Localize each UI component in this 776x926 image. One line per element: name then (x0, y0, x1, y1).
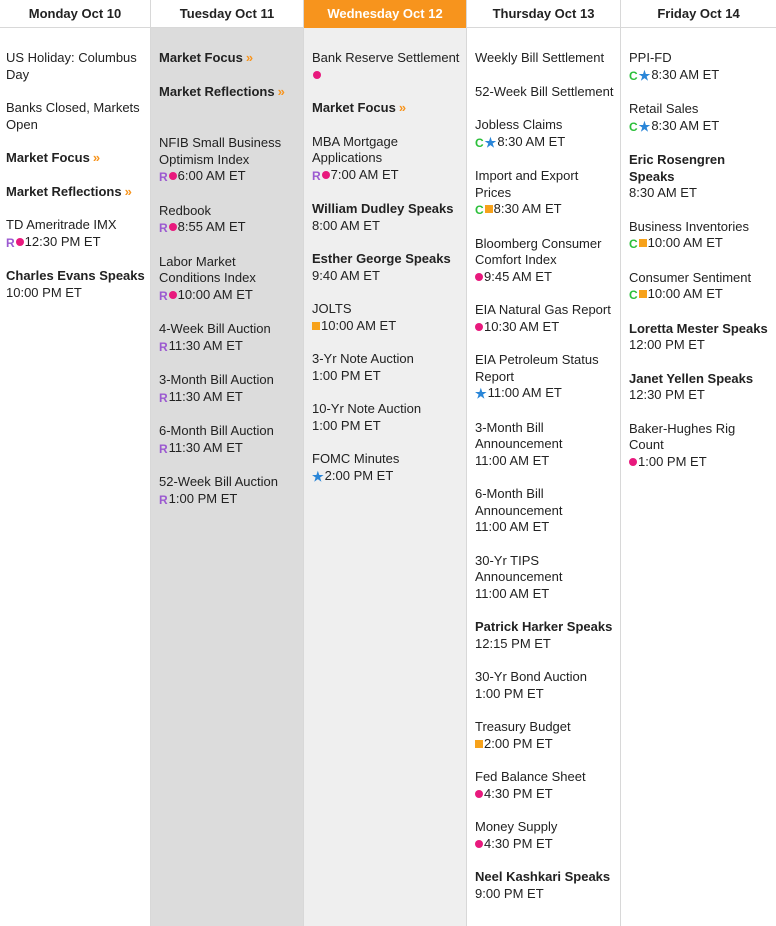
r-icon: R (159, 339, 168, 354)
day-header-thursday[interactable]: Thursday Oct 13 (467, 0, 620, 28)
event-item[interactable] (6, 217, 146, 251)
event-title: EIA Natural Gas Report (475, 302, 611, 317)
event-title: NFIB Small Business Optimism Index (159, 135, 282, 167)
day-header-monday[interactable]: Monday Oct 10 (0, 0, 150, 28)
event-title: Neel Kashkari Speaks (475, 869, 611, 884)
event-title: EIA Petroleum Status Report (475, 352, 599, 384)
event-item[interactable] (475, 168, 616, 219)
event-title: PPI-FD (629, 50, 672, 65)
event-item[interactable] (312, 301, 462, 334)
day-column-friday (621, 0, 776, 926)
event-time: 1:00 PM ET (168, 490, 238, 506)
dot-icon (475, 840, 483, 848)
event-title: 52-Week Bill Auction (159, 474, 278, 489)
dot-icon (169, 223, 177, 231)
event-time: 12:30 PM ET (24, 233, 101, 249)
event-time: 8:30 AM ET (497, 133, 566, 149)
dot-icon (475, 323, 483, 331)
event-item[interactable] (475, 669, 616, 702)
event-title: Market Focus (312, 100, 396, 115)
event-time: 8:30 AM ET (629, 185, 697, 200)
event-item[interactable] (475, 236, 616, 286)
event-title: TD Ameritrade IMX (6, 217, 117, 232)
event-item[interactable] (312, 401, 462, 434)
event-title: 3-Yr Note Auction (312, 351, 414, 366)
event-item[interactable] (629, 219, 772, 253)
event-item[interactable] (159, 474, 299, 508)
event-title: US Holiday: Columbus Day (6, 50, 137, 82)
event-title: Charles Evans Speaks (6, 268, 145, 283)
star-icon: ★ (638, 118, 651, 134)
event-time: 9:40 AM ET (312, 267, 380, 283)
c-icon: C (475, 203, 484, 217)
c-icon: C (475, 135, 484, 150)
star-icon: ★ (484, 134, 497, 150)
event-title: 4-Week Bill Auction (159, 321, 271, 336)
event-title: Business Inventories (629, 218, 749, 234)
event-time: 6:00 AM ET (177, 168, 246, 183)
event-title: Redbook (159, 202, 212, 218)
event-item[interactable] (629, 101, 772, 135)
event-item[interactable] (629, 270, 772, 304)
event-title: 6-Month Bill Announcement (475, 486, 563, 518)
chevron-right-icon: » (92, 150, 101, 165)
r-icon: R (159, 441, 168, 456)
event-item[interactable] (312, 134, 462, 185)
event-title: Weekly Bill Settlement (475, 50, 605, 65)
event-title: 6-Month Bill Auction (159, 423, 274, 438)
event-time: 10:30 AM ET (484, 318, 560, 334)
dot-icon (322, 171, 330, 179)
event-title: Banks Closed, Markets Open (6, 100, 140, 132)
day-column-tuesday (151, 0, 304, 926)
event-item[interactable] (159, 254, 299, 305)
event-title: William Dudley Speaks (312, 201, 454, 216)
market-focus-link[interactable] (159, 50, 299, 67)
event-time: 11:30 AM ET (168, 337, 243, 353)
r-icon: R (159, 288, 168, 303)
r-icon: R (159, 221, 168, 235)
dot-icon (16, 238, 24, 246)
event-title: JOLTS (312, 301, 352, 316)
dot-icon (169, 172, 177, 180)
event-time: 11:00 AM ET (475, 519, 550, 534)
event-item[interactable] (629, 152, 772, 202)
event-time: 7:00 AM ET (330, 166, 399, 182)
event-item[interactable] (475, 486, 616, 536)
event-title: FOMC Minutes (312, 451, 400, 466)
event-item[interactable] (475, 50, 616, 67)
star-icon: ★ (475, 386, 487, 401)
dot-icon (475, 790, 483, 798)
r-icon: R (6, 235, 15, 250)
event-item[interactable] (629, 50, 772, 84)
chevron-right-icon: » (245, 50, 254, 65)
market-focus-link[interactable] (312, 100, 462, 117)
day-column-monday (0, 0, 151, 926)
day-header-friday[interactable]: Friday Oct 14 (621, 0, 776, 28)
c-icon: C (629, 288, 638, 302)
event-item (6, 50, 146, 83)
market-focus-link[interactable] (6, 150, 146, 167)
day-header-wednesday[interactable]: Wednesday Oct 12 (304, 0, 466, 28)
event-time: 11:00 AM ET (475, 585, 550, 601)
event-item[interactable] (159, 135, 299, 186)
c-icon: C (629, 68, 638, 83)
event-title: Market Reflections (6, 183, 122, 199)
event-title: Eric Rosengren Speaks (629, 152, 726, 184)
event-time: 10:00 AM ET (321, 317, 397, 333)
event-title: Treasury Budget (475, 719, 571, 734)
event-title: Market Focus (159, 50, 243, 65)
event-item[interactable] (159, 203, 299, 237)
event-time: 12:15 PM ET (475, 635, 551, 651)
event-item[interactable] (475, 302, 616, 335)
event-time: 9:45 AM ET (484, 268, 552, 284)
market-reflections-link[interactable] (6, 184, 146, 201)
event-title: Esther George Speaks (312, 251, 451, 266)
event-title: 3-Month Bill Announcement (475, 419, 563, 451)
event-item[interactable] (6, 268, 146, 301)
event-title: Fed Balance Sheet (475, 769, 586, 784)
event-title: Loretta Mester Speaks (629, 320, 768, 336)
chevron-right-icon: » (277, 83, 285, 99)
event-title: Import and Export Prices (475, 168, 579, 200)
event-time: 4:30 PM ET (484, 835, 553, 851)
market-reflections-link[interactable] (159, 84, 299, 101)
event-time: 1:00 PM ET (312, 367, 381, 383)
event-item[interactable] (312, 451, 462, 485)
dot-icon (313, 71, 321, 79)
event-item[interactable] (159, 423, 299, 457)
event-title: Money Supply (475, 819, 558, 834)
event-item[interactable] (475, 420, 616, 470)
event-title: Consumer Sentiment (629, 269, 752, 285)
event-title: 30-Yr TIPS Announcement (475, 552, 563, 584)
event-time: 1:00 PM ET (638, 453, 707, 469)
dot-icon (629, 458, 637, 466)
day-column-thursday (467, 0, 621, 926)
event-item[interactable] (159, 372, 299, 406)
star-icon: ★ (638, 67, 651, 83)
r-icon: R (312, 168, 321, 183)
event-title: Jobless Claims (475, 117, 563, 132)
event-title: Retail Sales (629, 101, 699, 116)
event-time: 9:00 PM ET (475, 885, 544, 901)
event-item[interactable] (629, 421, 772, 471)
event-time: 10:00 PM ET (6, 284, 82, 300)
event-title: 3-Month Bill Auction (159, 372, 274, 387)
event-item (6, 100, 146, 133)
event-time: 2:00 PM ET (484, 735, 553, 751)
square-icon (639, 290, 647, 298)
event-time: 1:00 PM ET (475, 685, 544, 701)
event-title: Patrick Harker Speaks (475, 619, 613, 634)
event-item[interactable] (629, 371, 772, 404)
square-icon (639, 239, 647, 247)
event-time: 8:30 AM ET (651, 117, 720, 133)
event-title: MBA Mortgage Applications (312, 133, 398, 165)
event-time: 4:30 PM ET (484, 785, 553, 801)
event-item[interactable] (475, 719, 616, 752)
event-item[interactable] (475, 619, 616, 652)
event-time: 11:30 AM ET (168, 439, 243, 455)
event-item[interactable] (629, 321, 772, 354)
event-item[interactable] (475, 769, 616, 802)
event-time: 10:00 AM ET (647, 286, 723, 301)
r-icon: R (159, 170, 168, 184)
day-header-tuesday[interactable]: Tuesday Oct 11 (151, 0, 303, 28)
event-item[interactable] (475, 117, 616, 151)
square-icon (475, 740, 483, 748)
event-item[interactable] (159, 321, 299, 355)
event-time: 11:30 AM ET (168, 388, 243, 404)
event-item[interactable] (475, 869, 616, 902)
event-title: Bloomberg Consumer Comfort Index (475, 235, 602, 267)
event-time: 8:00 AM ET (312, 217, 380, 233)
star-icon: ★ (312, 468, 324, 484)
event-item[interactable] (312, 351, 462, 384)
event-time: 10:00 AM ET (177, 286, 253, 302)
event-time: 11:00 AM ET (475, 452, 550, 468)
r-icon: R (159, 390, 168, 405)
event-item[interactable] (312, 201, 462, 234)
event-title: Market Focus (6, 150, 90, 165)
event-title: 52-Week Bill Settlement (475, 83, 614, 99)
dot-icon (475, 273, 483, 281)
dot-icon (169, 291, 177, 299)
c-icon: C (629, 119, 638, 134)
r-icon: R (159, 492, 168, 507)
event-time: 11:00 AM ET (487, 385, 562, 400)
event-title: Labor Market Conditions Index (159, 253, 256, 285)
event-title: 10-Yr Note Auction (312, 401, 422, 416)
event-time: 12:00 PM ET (629, 337, 705, 352)
event-title: Janet Yellen Speaks (629, 370, 754, 386)
event-time: 8:30 AM ET (651, 66, 720, 82)
event-title: 30-Yr Bond Auction (475, 669, 588, 684)
event-item[interactable] (475, 352, 616, 403)
chevron-right-icon: » (124, 183, 132, 199)
event-title: Bank Reserve Settlement (312, 50, 460, 65)
event-item[interactable] (312, 251, 462, 284)
event-title: Baker-Hughes Rig Count (629, 420, 736, 452)
event-time: 8:30 AM ET (493, 201, 562, 216)
day-column-wednesday (304, 0, 467, 926)
square-icon (485, 205, 493, 213)
event-item[interactable] (475, 84, 616, 101)
event-title: Market Reflections (159, 83, 275, 99)
square-icon (312, 322, 320, 330)
event-time: 8:55 AM ET (177, 219, 246, 234)
event-item[interactable] (475, 553, 616, 603)
event-time: 1:00 PM ET (312, 417, 381, 433)
event-item[interactable] (475, 819, 616, 852)
c-icon: C (629, 237, 638, 251)
event-time: 10:00 AM ET (647, 235, 723, 250)
event-item[interactable] (312, 50, 462, 83)
chevron-right-icon: » (398, 100, 407, 115)
event-time: 2:00 PM ET (324, 467, 394, 483)
event-time: 12:30 PM ET (629, 387, 705, 402)
